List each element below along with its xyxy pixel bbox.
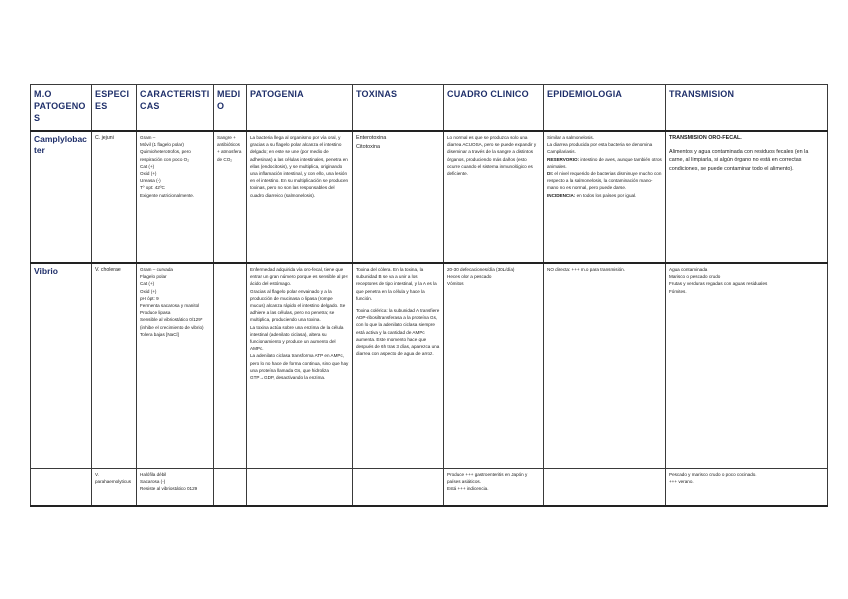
characteristics-campylobacter: Gram – Móvil (1 flagelo polar) Quimioheterotrofos, pero respiración con poco O₂ Cat (+) Oxid (+) Ureasa (-) Tº opt: 42ºC Exigente nutricionalmente. <box>137 131 214 263</box>
epidemiology-empty <box>544 469 666 507</box>
medium-empty <box>214 469 247 507</box>
species-v-parahaemolyticus: V. parahaemolyticus <box>92 469 137 507</box>
clinical-vibrio: 20-30 defecaciones/día (30L/día) Heces olor a pescado Vómitos <box>444 263 544 469</box>
transmission-parahaemolyticus: Pescado y marisco crudo o poco cocinado. +++ verano. <box>666 469 828 507</box>
clinical-parahaemolyticus: Produce +++ gastroenteritis en Japón y países asiáticos. Está +++ indicencia. <box>444 469 544 507</box>
header-mo: M.O PATOGENOS <box>31 85 92 132</box>
epidemiology-vibrio: NO directa: +++ m.o para transmisión. <box>544 263 666 469</box>
pathogenesis-empty <box>247 469 353 507</box>
header-row <box>31 85 828 132</box>
clinical-campylobacter: Lo normal es que se produzca solo una diarrea ACUOSA, pero se puede expandir y diseminar a través de la sangre a distintos órganos, produciendo más daños (esto ocurre cuando el sistema inmunológico es deficiente. <box>444 131 544 263</box>
toxins-empty <box>353 469 444 507</box>
header-transmision: TRANSMISION <box>666 85 828 132</box>
species-v-cholerae: V. cholerae <box>92 263 137 469</box>
header-patogenia: PATOGENIA <box>247 85 353 132</box>
row-parahaemolyticus <box>31 469 828 507</box>
species-c-jejuni: C. jejuni <box>92 131 137 263</box>
pathogenesis-campylobacter: La bacteria llega al organismo por vía oral, y gracias a su flagelo polar alcanza el intestino delgado; en este se une (por medio de adhesinas) a las células intestinales, penetra en ellas (endocitosis), y se multiplica, originando una inflamación intestinal, y con ello, una lesión en el intestino. En su multiplicación se producen toxinas, pero no son las responsables del cuadro diarreico (salmonelosis). <box>247 131 353 263</box>
header-cuadro-clinico: CUADRO CLINICO <box>444 85 544 132</box>
row-campylobacter <box>31 131 828 263</box>
header-especies: ESPECIES <box>92 85 137 132</box>
header-epidemiologia: EPIDEMIOLOGIA <box>544 85 666 132</box>
transmission-vibrio: Agua contaminada Marisco o pescado crudo Frutas y verduras regadas con aguas residuales Fómites. <box>666 263 828 469</box>
row-vibrio <box>31 263 828 469</box>
header-toxinas: TOXINAS <box>353 85 444 132</box>
pathogen-table <box>30 84 828 507</box>
header-caracteristicas: CARACTERISTICAS <box>137 85 214 132</box>
toxins-vibrio: Toxina del cólera. En la toxina, la subunidad B se va a unir a los receptores de tipo intestinal, y la A es la que penetra en la célula y hace la función. Toxina colérica: la subunidad A transfiere ADP-ribosiltransferasa a la proteína Gs, con lo que la adenilato ciclasa siempre está activa y la cantidad de AMPc aumenta. Este momento hace que después de 6h tras 3 días, aparezca una diarrea con aspecto de agua de arroz. <box>353 263 444 469</box>
medium-vibrio <box>214 263 247 469</box>
epidemiology-campylobacter: Similar a salmonelosis. La diarrea producida por esta bacteria se denomina Campilariasis. RESERVORIO: intestino de aves, aunque también otros animales. DI: el nivel requerido de bacterias disminuye mucho con respecto a la salmonelosis, la contaminación mano-mano no es normal, pero puede darse. INCIDENCIA: en todos los países por igual. <box>544 131 666 263</box>
medium-campylobacter: Sangre + antibióticos + atmosfera de CO₂ <box>214 131 247 263</box>
header-medio: MEDIO <box>214 85 247 132</box>
characteristics-vibrio: Gram – curvada Flagelo polar Cat (+) Oxid (+) pH ópt: 9 Fermenta sacarosa y manitol Produce lipasa Sensible al vibriostático 0/129* (inhibe el crecimiento de vibrio) Tolera bajas [NaCl] <box>137 263 214 469</box>
characteristics-parahaemolyticus: Halófila débil Sacarosa (-) Resiste al vibriostático 0129 <box>137 469 214 507</box>
organism-vibrio: Vibrio <box>31 263 92 469</box>
transmission-campylobacter: TRANSMISION ORO-FECAL. Alimentos y agua contaminada con residuos fecales (en la carne, al limpiarla, si algún órgano no está en correctas condiciones, se puede contaminar todo el alimento). <box>666 131 828 263</box>
organism-empty <box>31 469 92 507</box>
organism-campylobacter: Camplylobacter <box>31 131 92 263</box>
toxins-campylobacter: Enterotoxina Citotoxina <box>353 131 444 263</box>
pathogenesis-vibrio: Enfermedad adquirida vía oro-fecal, tiene que entrar un gran número porque es sensible al pH ácido del estómago. Gracias al flagelo polar envainado y a la producción de mucinasa o lipasa (rompe mucus) alcanza rápido el intestino delgado. Se adhiere a las células, pero no penetra; se multiplica, produciendo una toxina. La toxina actúa sobre una enzima de la célula intestinal (adenilato ciclasa), altera su funcionamiento y produce un aumento del AMPc. La adenilato ciclasa transforma ATP en AMPc, pero lo no hace de forma continua, sino que hay una proteína llamada Gs, que hidroliza GTP→GDP, desactivando la enzima. <box>247 263 353 469</box>
